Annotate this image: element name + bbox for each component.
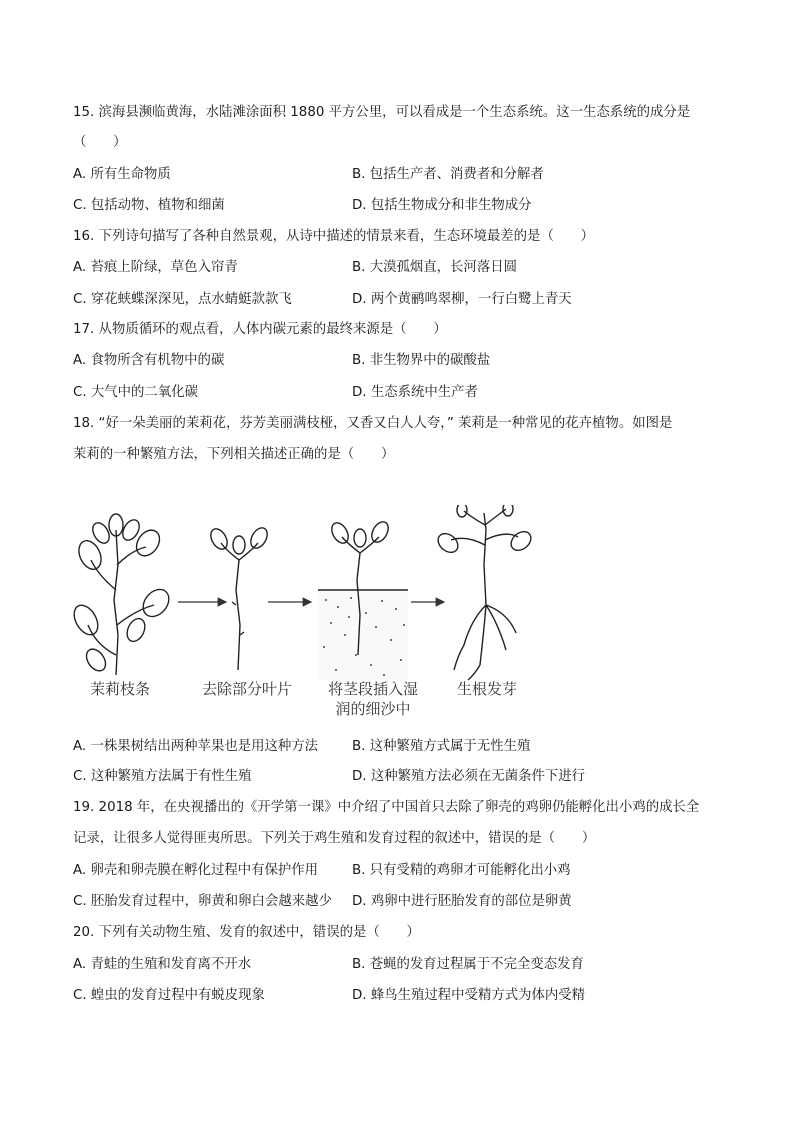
question-16-option-d: D. 两个黄鹂鸣翠柳，一行白鹭上青天: [352, 292, 572, 307]
question-20-stem: 20. 下列有关动物生殖、发育的叙述中，错误的是（ ）: [73, 925, 420, 940]
question-19-option-a: A. 卵壳和卵壳膜在孵化过程中有保护作用: [73, 863, 319, 878]
question-17-option-c: C. 大气中的二氧化碳: [73, 385, 198, 400]
question-16-option-a: A. 苔痕上阶绿，草色入帘青: [73, 260, 238, 275]
propagation-figure: [66, 505, 536, 730]
question-15-option-a: A. 所有生命物质: [73, 167, 171, 182]
figure-label-insert-cutting-line-2: 润的细沙中: [335, 700, 411, 718]
figure-label-remove-leaves: 去除部分叶片: [201, 680, 292, 698]
question-19-option-d: D. 鸡卵中进行胚胎发育的部位是卵黄: [352, 894, 572, 909]
question-16-option-c: C. 穿花蛱蝶深深见，点水蜻蜓款款飞: [73, 292, 292, 307]
question-15-option-b: B. 包括生产者、消费者和分解者: [352, 167, 544, 182]
question-20-option-d: D. 蜂鸟生殖过程中受精方式为体内受精: [352, 988, 586, 1003]
rooted-sprouting-drawing: [434, 505, 534, 680]
trimmed-cutting-drawing: [207, 525, 270, 670]
question-19-stem-line-1: 19. 2018 年，在央视播出的《开学第一课》中介绍了中国首只去除了卵壳的鸡卵仍能孵化出小鸡的成长全: [73, 800, 700, 815]
cutting-in-sand-drawing: [318, 519, 408, 680]
figure-label-branch: 茉莉枝条: [89, 680, 150, 698]
question-20-option-b: B. 苍蝇的发育过程属于不完全变态发育: [352, 957, 584, 972]
question-17-option-b: B. 非生物界中的碳酸盐: [352, 353, 491, 368]
question-17-option-d: D. 生态系统中生产者: [352, 385, 478, 400]
question-20-option-c: C. 蝗虫的发育过程中有蜕皮现象: [73, 988, 265, 1003]
question-15-option-d: D. 包括生物成分和非生物成分: [352, 198, 532, 213]
question-18-stem-line-2: 茉莉的一种繁殖方法，下列相关描述正确的是（ ）: [73, 447, 395, 462]
question-17-option-a: A. 食物所含有机物中的碳: [73, 353, 225, 368]
figure-label-rooting: 生根发芽: [456, 680, 517, 698]
question-18-option-c: C. 这种繁殖方法属于有性生殖: [73, 769, 252, 784]
question-15-stem-line-1: 15. 滨海县濒临黄海，水陆滩涂面积 1880 平方公里，可以看成是一个生态系统。这一生态系统的成分是: [73, 105, 691, 120]
question-18-stem-line-1: 18. “好一朵美丽的茉莉花，芬芳美丽满枝桠，又香又白人人夸，” 茉莉是一种常见的花卉植物。如图是: [73, 416, 673, 431]
question-20-option-a: A. 青蛙的生殖和发育离不开水: [73, 957, 252, 972]
figure-label-insert-cutting-line-1: 将茎段插入湿: [327, 680, 418, 698]
question-18-option-d: D. 这种繁殖方法必须在无菌条件下进行: [352, 769, 586, 784]
jasmine-branch-drawing: [69, 514, 174, 675]
question-19-option-c: C. 胚胎发育过程中，卵黄和卵白会越来越少: [73, 894, 332, 909]
question-18-option-b: B. 这种繁殖方式属于无性生殖: [352, 739, 531, 754]
question-15-stem-line-2: （ ）: [73, 135, 127, 150]
question-15-option-c: C. 包括动物、植物和细菌: [73, 198, 225, 213]
question-19-option-b: B. 只有受精的鸡卵才可能孵化出小鸡: [352, 863, 571, 878]
question-17-stem: 17. 从物质循环的观点看，人体内碳元素的最终来源是（ ）: [73, 322, 447, 337]
question-16-option-b: B. 大漠孤烟直，长河落日圆: [352, 260, 517, 275]
question-19-stem-line-2: 记录，让很多人觉得匪夷所思。下列关于鸡生殖和发育过程的叙述中，错误的是（ ）: [73, 831, 596, 846]
question-18-option-a: A. 一株果树结出两种苹果也是用这种方法: [73, 739, 319, 754]
question-16-stem: 16. 下列诗句描写了各种自然景观，从诗中描述的情景来看，生态环境最差的是（ ）: [73, 229, 595, 244]
